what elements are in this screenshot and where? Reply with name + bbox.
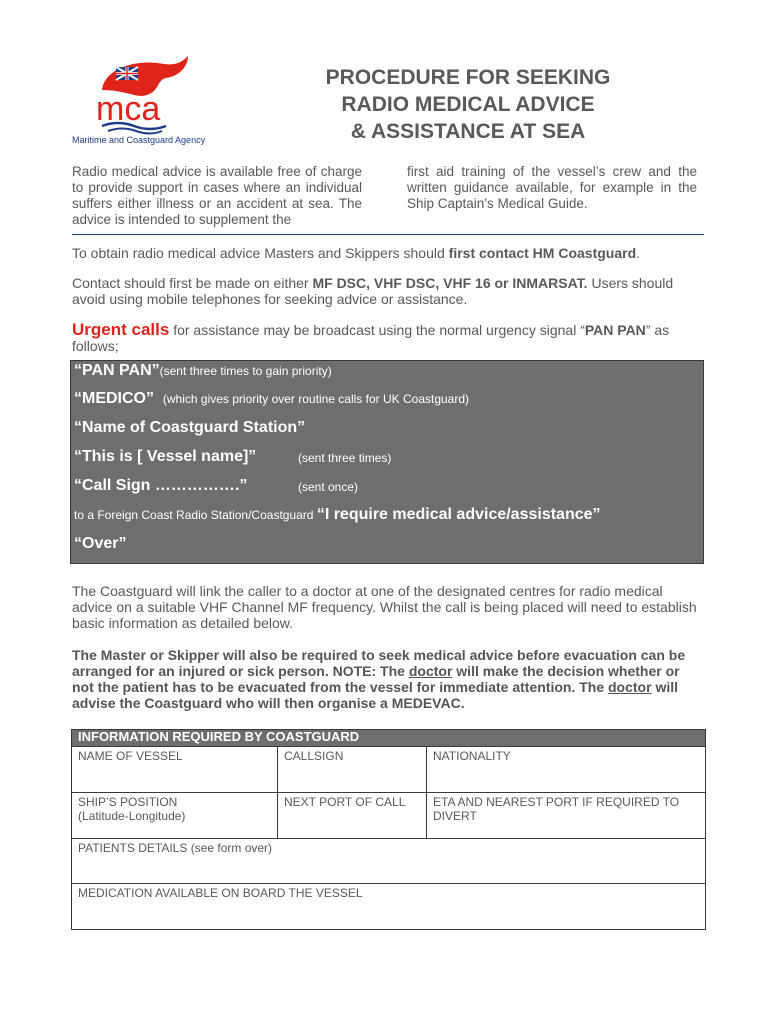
evacuation-note-paragraph: The Master or Skipper will also be required to seek medical advice before evacuation can be arranged for an injured or sick person. NOTE: The doctor will make the decision whether or not the patient has to be evacuated from the vessel for immediate attention. The doctor will advise the Coastguard who will then organise a MEDEVAC. bbox=[72, 647, 686, 711]
urgent-calls-paragraph: Urgent calls for assistance may be broadcast using the normal urgency signal “PAN PAN” as follows; bbox=[72, 320, 670, 354]
title-line-3: & ASSISTANCE AT SEA bbox=[350, 120, 586, 143]
pan-pan-signal: PAN PAN bbox=[584, 322, 646, 338]
intro-right-column: first aid training of the vessel’s crew and the written guidance available, for example in the Ship Captain’s Medical Guide. bbox=[407, 164, 697, 211]
title-line-2: RADIO MEDICAL ADVICE bbox=[341, 93, 595, 116]
box-line-vessel-name: “This is [ Vessel name]” (sent three times) bbox=[74, 448, 392, 465]
patients-details-field[interactable]: PATIENTS DETAILS (see form over) bbox=[72, 839, 706, 884]
logo-caption: Maritime and Coastguard Agency bbox=[72, 135, 206, 145]
next-port-field[interactable]: NEXT PORT OF CALL bbox=[278, 793, 427, 839]
box-line-station: “Name of Coastguard Station” bbox=[74, 419, 306, 436]
coastguard-info-table bbox=[71, 729, 706, 930]
callsign-field[interactable]: CALLSIGN bbox=[278, 747, 427, 793]
ships-position-field[interactable]: SHIP’S POSITION (Latitude-Longitude) bbox=[72, 793, 278, 839]
intro-left-column: Radio medical advice is available free of charge to provide support in cases where an individual suffers either illness or an accident at sea. The advice is intended to supplement the bbox=[72, 164, 362, 227]
urgent-calls-label: Urgent calls bbox=[72, 320, 170, 339]
first-contact-emphasis: first contact HM Coastguard bbox=[448, 245, 637, 261]
urgency-call-box bbox=[70, 360, 704, 564]
channels-emphasis: MF DSC, VHF DSC, VHF 16 or INMARSAT. bbox=[312, 275, 588, 291]
box-line-pan-pan: “PAN PAN”(sent three times to gain priority) bbox=[74, 362, 332, 379]
info-table-header: INFORMATION REQUIRED BY COASTGUARD bbox=[72, 730, 706, 747]
coastguard-link-paragraph: The Coastguard will link the caller to a doctor at one of the designated centres for radio medical advice on a suitable VHF Channel MF frequency. Whilst the call is being placed will need to establish basic information as detailed below. bbox=[72, 583, 697, 631]
svg-text:mca: mca bbox=[96, 90, 161, 128]
nationality-field[interactable]: NATIONALITY bbox=[427, 747, 706, 793]
contact-coastguard-paragraph: To obtain radio medical advice Masters and Skippers should first contact HM Coastguard. bbox=[72, 245, 641, 261]
box-line-medico: “MEDICO” (which gives priority over routine calls for UK Coastguard) bbox=[74, 390, 470, 407]
box-line-call-sign: “Call Sign …………….” (sent once) bbox=[74, 477, 359, 494]
page-title bbox=[300, 64, 636, 145]
divider bbox=[72, 234, 704, 235]
medication-field[interactable]: MEDICATION AVAILABLE ON BOARD THE VESSEL bbox=[72, 884, 706, 930]
name-of-vessel-field[interactable]: NAME OF VESSEL bbox=[72, 747, 278, 793]
title-line-1: PROCEDURE FOR SEEKING bbox=[325, 66, 611, 89]
box-line-over: “Over” bbox=[74, 535, 127, 552]
box-line-request: to a Foreign Coast Radio Station/Coastguard “I require medical advice/assistance” bbox=[74, 506, 601, 523]
contact-channels-paragraph: Contact should first be made on either MF DSC, VHF DSC, VHF 16 or INMARSAT. Users should avoid using mobile telephones for seeking advice or assistance. bbox=[72, 275, 674, 307]
eta-field[interactable]: ETA AND NEAREST PORT IF REQUIRED TO DIVERT bbox=[427, 793, 706, 839]
